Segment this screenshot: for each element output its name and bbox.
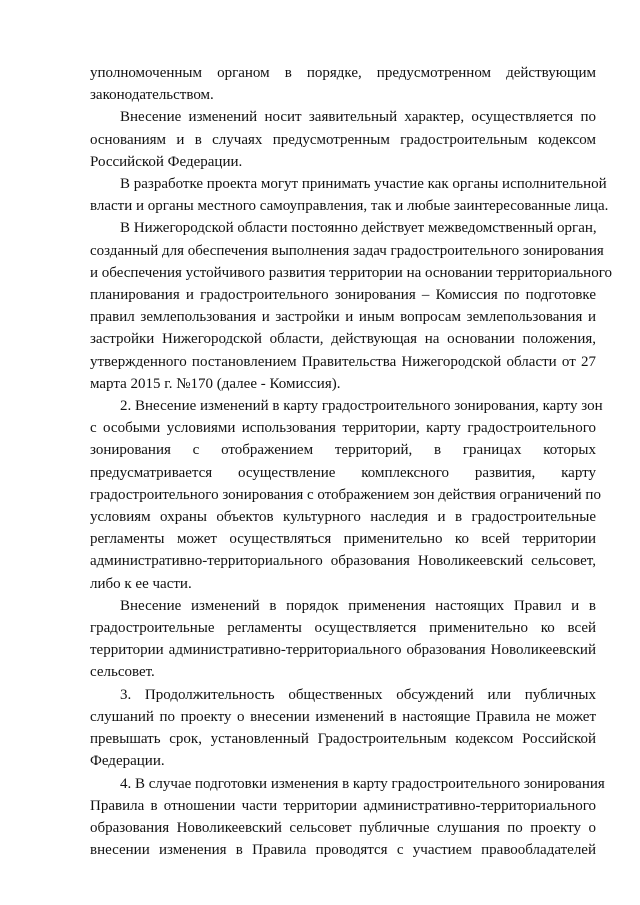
text-line: планирования и градостроительного зонирования – Комиссия по подготовке bbox=[90, 287, 596, 304]
text-line: созданный для обеспечения выполнения задач градостроительного зонирования bbox=[90, 242, 604, 259]
text-line: правил землепользования и застройки и иным вопросам землепользования и bbox=[90, 309, 596, 326]
text-line: В Нижегородской области постоянно действует межведомственный орган, bbox=[120, 220, 597, 237]
text-line: Российской Федерации. bbox=[90, 153, 243, 170]
text-line: 2. Внесение изменений в карту градостроительного зонирования, карту зон bbox=[120, 398, 603, 415]
text-line: и обеспечения устойчивого развития территории на основании территориального bbox=[90, 264, 612, 281]
text-line: с особыми условиями использования территории, карту градостроительного bbox=[90, 420, 596, 437]
text-line: слушаний по проекту о внесении изменений в настоящие Правила не может bbox=[90, 708, 596, 725]
text-line: 4. В случае подготовки изменения в карту градостроительного зонирования bbox=[120, 775, 605, 792]
paragraph bbox=[90, 106, 596, 173]
paragraph bbox=[90, 217, 612, 395]
text-line: В разработке проекта могут принимать участие как органы исполнительной bbox=[120, 176, 607, 193]
paragraph bbox=[90, 684, 596, 773]
text-line: регламенты может осуществляться применительно ко всей территории bbox=[90, 531, 596, 548]
text-line: Внесение изменений в порядок применения настоящих Правил и в bbox=[120, 597, 596, 614]
paragraph bbox=[90, 395, 603, 595]
text-line: превышать срок, установленный Градостроительным кодексом Российской bbox=[90, 731, 596, 748]
text-line: 3. Продолжительность общественных обсуждений или публичных bbox=[120, 686, 596, 703]
text-line: образования Новоликеевский сельсовет публичные слушания по проекту о bbox=[90, 819, 596, 836]
text-line: основаниям и в случаях предусмотренным градостроительным кодексом bbox=[90, 131, 596, 148]
text-line: предусматривается осуществление комплексного развития, карту bbox=[90, 464, 596, 481]
text-line: застройки Нижегородской области, действующая на основании положения, bbox=[90, 331, 596, 348]
text-line: градостроительного зонирования с отображением зон действия ограничений по bbox=[90, 486, 601, 503]
text-line: Внесение изменений носит заявительный характер, осуществляется по bbox=[120, 109, 596, 126]
text-line: зонирования с отображением территорий, в границах которых bbox=[90, 442, 596, 459]
document-page bbox=[90, 62, 612, 861]
paragraph bbox=[90, 595, 596, 684]
text-line: условиям охраны объектов культурного наследия и в градостроительные bbox=[90, 509, 596, 526]
text-line: уполномоченным органом в порядке, предусмотренном действующим bbox=[90, 65, 596, 81]
text-line: законодательством. bbox=[90, 87, 214, 104]
text-line: градостроительные регламенты осуществляется применительно ко всей bbox=[90, 620, 596, 637]
text-line: либо к ее части. bbox=[90, 575, 192, 592]
text-line: территории административно-территориального образования Новоликеевский bbox=[90, 642, 596, 659]
text-line: власти и органы местного самоуправления, так и любые заинтересованные лица. bbox=[90, 198, 609, 215]
text-line: Правила в отношении части территории административно-территориального bbox=[90, 797, 596, 814]
text-line: утвержденного постановлением Правительства Нижегородской области от 27 bbox=[90, 353, 596, 370]
paragraph bbox=[90, 173, 609, 217]
text-line: административно-территориального образования Новоликеевский сельсовет, bbox=[90, 553, 596, 570]
text-line: марта 2015 г. №170 (далее - Комиссия). bbox=[90, 375, 341, 392]
text-line: внесении изменения в Правила проводятся с участием правообладателей bbox=[90, 842, 596, 859]
text-line: Федерации. bbox=[90, 753, 165, 770]
paragraph bbox=[90, 62, 596, 106]
paragraph bbox=[90, 773, 605, 862]
text-line: сельсовет. bbox=[90, 664, 155, 681]
